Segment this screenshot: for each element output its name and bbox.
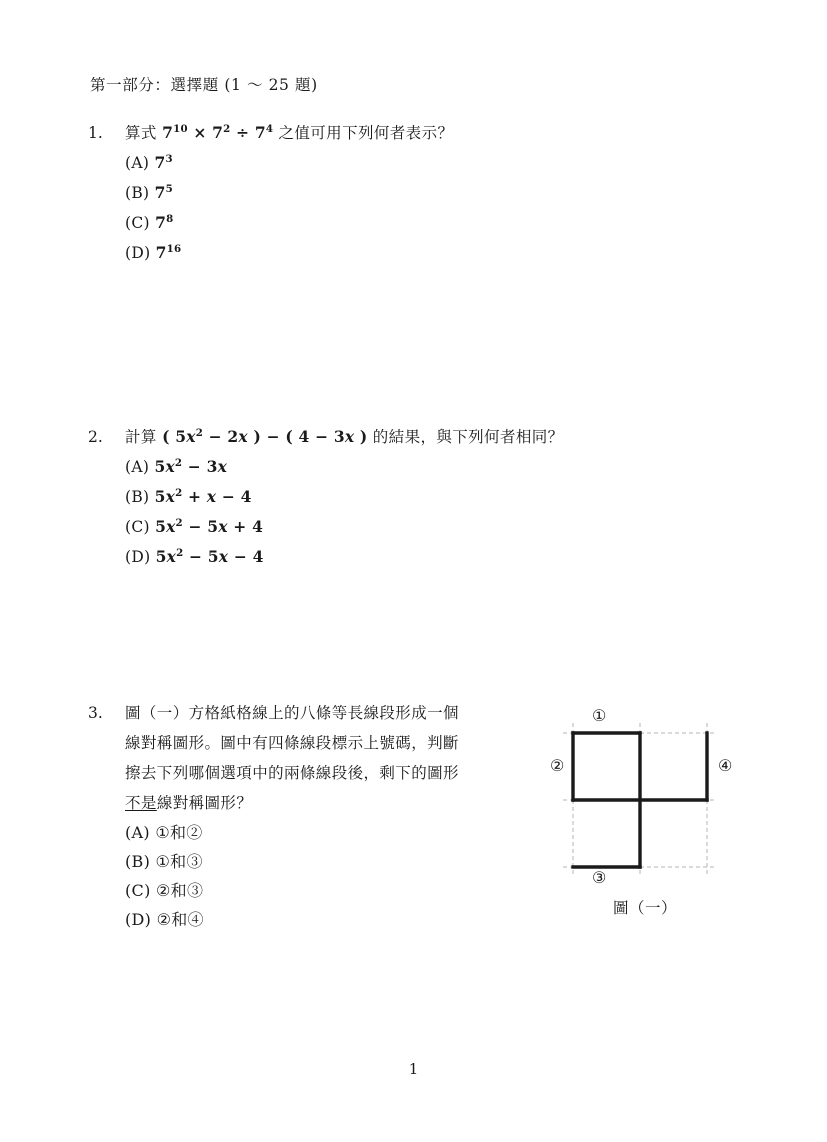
question-3-negation-emphasis: 不是: [125, 794, 157, 812]
option-c-label: (C): [125, 518, 150, 536]
option-b-label: (B): [125, 488, 150, 506]
question-3-option-d[interactable]: (D) ②和④: [125, 910, 204, 929]
figure-one-graphic: [530, 700, 760, 895]
option-d-label: (D): [125, 244, 151, 262]
question-3-stem-line-4: [125, 788, 538, 818]
option-a-label: (A): [125, 154, 150, 172]
segment-label-1: ①: [592, 706, 607, 725]
option-d-label: (D): [125, 548, 151, 566]
question-1-stem-prefix: 算式: [125, 124, 163, 142]
option-a-value: $5x^2 - 3x$: [154, 456, 228, 476]
question-2-stem-expression: ( $5x^2 - 2x$ ) − ( 4 − 3x ): [162, 426, 368, 446]
option-d-value: $7^{16}$: [155, 242, 182, 262]
segment-label-3: ③: [592, 868, 607, 887]
option-c-label: (C): [125, 214, 150, 232]
question-2-option-a[interactable]: [125, 452, 568, 482]
option-c-value: $5x^2 - 5x + 4$: [155, 516, 264, 536]
question-2: [88, 422, 568, 572]
question-2-stem: [125, 422, 568, 452]
question-1-stem-suffix: 之值可用下列何者表示？: [273, 124, 454, 142]
segment-label-2: ②: [550, 756, 565, 775]
segment-label-4: ④: [718, 756, 733, 775]
question-2-stem-suffix: 的結果，與下列何者相同？: [367, 428, 564, 446]
question-1-stem-expression: $7^{10} \times 7^2 \div 7^4$: [162, 122, 274, 142]
question-3: [88, 698, 538, 934]
option-b-value: $5x^2 + x - 4$: [154, 486, 252, 506]
option-a-label: (A): [125, 458, 150, 476]
page-number: 1: [408, 1060, 419, 1078]
question-2-number: 2.: [88, 428, 103, 446]
option-d-value: $5x^2 - 5x - 4$: [155, 546, 264, 566]
option-c-value: $7^8$: [155, 212, 174, 232]
question-3-option-c[interactable]: (C) ②和③: [125, 881, 204, 900]
question-1-option-c[interactable]: [125, 208, 558, 238]
question-1-option-a[interactable]: [125, 148, 558, 178]
question-3-stem-line-3: 擦去下列哪個選項中的兩條線段後，剩下的圖形: [125, 764, 459, 782]
question-3-stem-line-4-rest: 線對稱圖形？: [156, 794, 253, 812]
question-3-option-a[interactable]: (A) ①和②: [125, 823, 203, 842]
figure-one: [530, 700, 760, 935]
question-1-option-d[interactable]: [125, 238, 558, 268]
question-1-stem: [125, 118, 558, 148]
option-a-value: $7^3$: [154, 152, 173, 172]
question-1: [88, 118, 558, 268]
option-b-value: $7^5$: [154, 182, 173, 202]
section-heading: 第一部分：選擇題 (1 ～ 25 題): [90, 76, 318, 94]
question-3-stem-line-2: 線對稱圖形。圖中有四條線段標示上號碼，判斷: [125, 734, 459, 752]
question-2-stem-prefix: 計算: [125, 428, 163, 446]
question-2-option-c[interactable]: [125, 512, 568, 542]
figure-caption: 圖（一）: [612, 899, 677, 917]
question-3-stem-line-1: 圖（一）方格紙格線上的八條等長線段形成一個: [125, 704, 459, 722]
question-3-number: 3.: [88, 704, 103, 722]
question-2-option-b[interactable]: [125, 482, 568, 512]
question-2-option-d[interactable]: [125, 542, 568, 572]
option-b-label: (B): [125, 184, 150, 202]
question-3-option-b[interactable]: (B) ①和③: [125, 852, 203, 871]
question-1-number: 1.: [88, 124, 103, 142]
question-1-option-b[interactable]: [125, 178, 558, 208]
